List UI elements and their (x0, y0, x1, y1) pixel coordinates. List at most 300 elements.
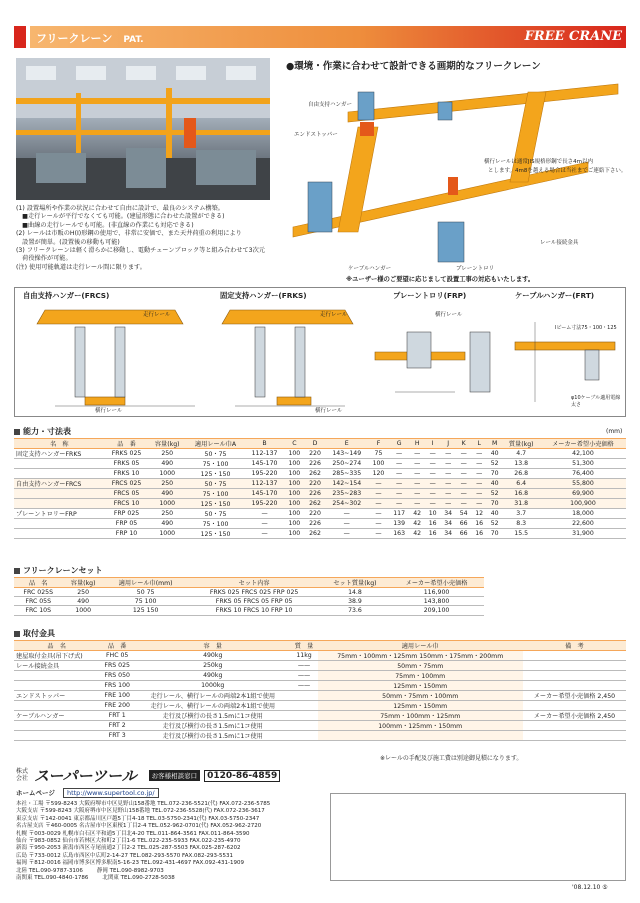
table-cell: 69,900 (540, 489, 626, 499)
table-cell: — (471, 479, 487, 489)
table-cell: — (456, 489, 472, 499)
office-line: 札幌 〒003-0029 札幌市白石区平和通5丁目北4-20 TEL.011-864-3561 FAX.011-864-3590 (16, 830, 250, 837)
table-cell: 50mm・75mm (318, 661, 523, 671)
table-cell: FRKS 10 (105, 469, 149, 479)
table-cell: — (389, 489, 410, 499)
table-cell: 250 (148, 509, 186, 519)
table-cell: 70 (487, 529, 503, 539)
spec-section-title: 能力・寸法表 (14, 426, 71, 437)
table-cell: 100 (284, 479, 305, 489)
table-row (14, 479, 626, 489)
table-row (14, 449, 626, 459)
table-cell: 42,100 (540, 449, 626, 459)
table-cell: FRE 200 (99, 701, 135, 711)
set-table-body (14, 588, 484, 616)
table-cell: 38.9 (321, 597, 389, 606)
table-cell: 1000 (62, 606, 103, 615)
company-prefix: 株式会社 (16, 768, 29, 782)
table-cell: 73.6 (321, 606, 389, 615)
table-cell: — (471, 449, 487, 459)
table-row (14, 671, 626, 681)
table-cell: FRT 2 (99, 721, 135, 731)
table-cell (523, 651, 626, 661)
hanger-title-frcs: 自由支持ハンガー(FRCS) (23, 291, 110, 300)
table-cell: 走行及び横行の長さ1.5mに1コ使用 (135, 721, 290, 731)
table-cell: 11kg (290, 651, 317, 661)
set-col-price: メーカー希望小売価格 (389, 578, 484, 588)
table-cell: 220 (305, 509, 326, 519)
col-L: L (471, 439, 487, 449)
table-cell (14, 499, 105, 509)
table-cell: 14.8 (321, 588, 389, 597)
set-table (14, 577, 484, 616)
table-cell (523, 671, 626, 681)
table-row (14, 509, 626, 519)
table-cell (523, 701, 626, 711)
table-cell: 70 (487, 469, 503, 479)
table-cell: FHC 05 (99, 651, 135, 661)
table-cell: 66 (456, 519, 472, 529)
table-row (14, 588, 484, 597)
office-line: 北関東 TEL.090-2728-5038 (102, 875, 175, 882)
table-cell: 125・150 (186, 529, 245, 539)
table-cell: 100 (368, 459, 389, 469)
hanger-frcs-rail-label: 走行レール (143, 312, 171, 318)
label-cable-hanger: ケーブルハンガー (348, 266, 392, 272)
note-line: ■曲線の走行レールでも可能。(非直線の作業にも対応できる) (16, 221, 194, 229)
mount-section-title: 取付金具 (14, 628, 55, 639)
table-cell: — (368, 489, 389, 499)
table-cell: 75・100 (186, 489, 245, 499)
table-cell: 75 (368, 449, 389, 459)
table-cell: — (440, 499, 456, 509)
table-cell: 100 (284, 459, 305, 469)
table-cell: 100 (284, 499, 305, 509)
table-cell (14, 469, 105, 479)
table-row (14, 597, 484, 606)
table-cell: FRC 025S (14, 588, 62, 597)
header-accent (14, 26, 26, 48)
hanger-title-frp: プレーントロリ(FRP) (393, 291, 467, 300)
mount-col-mass: 質 量 (290, 641, 317, 651)
table-cell: — (425, 499, 441, 509)
table-cell: レール接続金具 (14, 661, 99, 671)
table-cell: 220 (305, 479, 326, 489)
table-cell (14, 529, 105, 539)
table-cell: 6.4 (502, 479, 540, 489)
homepage-link[interactable]: http://www.supertool.co.jp/ (63, 788, 159, 798)
office-line: 広島 〒733-0012 広島市西区中広町2-14-27 TEL.082-293-5570 FAX.082-293-5531 (16, 852, 233, 859)
table-cell: 70 (487, 499, 503, 509)
table-cell: 52 (487, 489, 503, 499)
table-cell: — (409, 469, 425, 479)
table-cell: 75・100 (186, 459, 245, 469)
table-cell: 143~149 (325, 449, 368, 459)
table-cell: — (425, 469, 441, 479)
table-cell: FRCS 05 (105, 489, 149, 499)
table-cell: 226 (305, 459, 326, 469)
table-cell: 490 (148, 459, 186, 469)
mount-col-part: 品 番 (99, 641, 135, 651)
table-cell: 3.7 (502, 509, 540, 519)
table-cell: 125mm・150mm (318, 681, 523, 691)
table-cell (290, 711, 317, 721)
homepage-label: ホームページ (16, 789, 55, 797)
mount-col-name: 品 名 (14, 641, 99, 651)
table-cell: FRP 10 (105, 529, 149, 539)
table-row (14, 681, 626, 691)
table-cell (14, 671, 99, 681)
office-line: 福岡 〒812-0016 福岡市博多区博多駅南5-16-23 TEL.092-431-4697 FAX.092-431-1909 (16, 860, 244, 867)
table-cell: 262 (305, 499, 326, 509)
page-title-en: FREE CRANE (524, 29, 622, 44)
table-cell: 16 (425, 519, 441, 529)
hanger-frp-rail-label: 横行レール (435, 312, 463, 318)
table-cell: —— (290, 681, 317, 691)
table-cell: 50mm・75mm・100mm (318, 691, 523, 701)
table-cell: FRKS 025 FRCS 025 FRP 025 (187, 588, 320, 597)
factory-photo-image (16, 58, 270, 200)
set-col-name: 品 名 (14, 578, 62, 588)
spec-table (14, 438, 626, 539)
hanger-drawings (14, 287, 626, 417)
mount-col-capacity: 容 量 (135, 641, 290, 651)
table-cell: — (409, 459, 425, 469)
table-cell: 12 (471, 509, 487, 519)
table-cell: — (409, 499, 425, 509)
table-cell: 52 (487, 519, 503, 529)
page-title-jp: フリークレーン PAT. (36, 32, 144, 45)
table-cell: 34 (440, 509, 456, 519)
company-block (16, 765, 306, 882)
table-cell: プレーントロリーFRP (14, 509, 105, 519)
table-cell: — (325, 519, 368, 529)
user-note: ※ユーザー様のご要望に応じまして設置工事の対応もいたします。 (346, 276, 535, 283)
col-A: 適用レール巾A (186, 439, 245, 449)
label-plane-trolley: プレーントロリ (456, 266, 495, 272)
table-cell: 51,300 (540, 459, 626, 469)
table-cell: 100 (284, 519, 305, 529)
table-cell: — (368, 479, 389, 489)
table-cell: 490kg (135, 671, 290, 681)
table-cell: 142~154 (325, 479, 368, 489)
office-line: 東京支店 〒142-0041 東京都品川区戸越5丁目4-18 TEL.03-5750-2341(代) FAX.03-5750-2347 (16, 815, 260, 822)
set-table-header (14, 578, 484, 588)
col-C: C (284, 439, 305, 449)
table-cell: 34 (440, 519, 456, 529)
table-cell: 50・75 (186, 479, 245, 489)
table-cell: 16 (471, 529, 487, 539)
set-col-rail: 適用レール巾(mm) (104, 578, 188, 588)
table-cell (14, 701, 99, 711)
office-line: 名古屋支店 〒460-0005 名古屋市中区東桜1丁目2-4 TEL.052-962-0701(代) FAX.052-962-2720 (16, 823, 262, 830)
table-cell: FRP 025 (105, 509, 149, 519)
table-cell: 226 (305, 489, 326, 499)
table-cell: — (368, 499, 389, 509)
note-line: ■走行レールが平行でなくても可能。(建屋形態に合わせた設置ができる) (16, 213, 225, 221)
table-cell: FRCS 10 (105, 499, 149, 509)
note-line: 荷役操作が可能。 (16, 255, 72, 263)
table-cell: FRKS 10 FRCS 10 FRP 10 (187, 606, 320, 615)
hanger-frcs-cross-rail-label: 横行レール (95, 408, 123, 414)
table-cell: — (245, 509, 284, 519)
table-cell: — (440, 479, 456, 489)
label-free-hanger: 自由支持ハンガー (308, 102, 353, 108)
table-cell: 40 (487, 479, 503, 489)
table-cell: — (389, 469, 410, 479)
office-list (16, 801, 306, 882)
table-cell: FRP 05 (105, 519, 149, 529)
table-cell: 490kg (135, 651, 290, 661)
table-cell: FRC 10S (14, 606, 62, 615)
table-cell: 42 (409, 519, 425, 529)
table-cell: — (425, 489, 441, 499)
hanger-frt-cable-label: φ10ケーブル適用電線太さ (571, 395, 621, 408)
spec-table-header (14, 439, 626, 449)
table-cell: 250 (148, 449, 186, 459)
table-cell: メーカー希望小売価格 2,450 (523, 691, 626, 701)
table-cell: 走行及び横行の長さ1.5mに1コ使用 (135, 711, 290, 721)
table-cell: — (409, 449, 425, 459)
table-cell: FRE 100 (99, 691, 135, 701)
table-cell: 走行レール、横行レールの両端2本1組で使用 (135, 701, 290, 711)
note-line: 設置が簡単。(設置後の移動も可能) (16, 238, 120, 246)
office-line: 仙台 〒983-0852 仙台市若林区大和町2丁目1-6 TEL.022-235-5933 FAX.022-235-4970 (16, 838, 241, 845)
office-line: 北陸 TEL.090-9787-3106 (16, 867, 83, 874)
table-cell: 100 (284, 449, 305, 459)
table-cell (14, 519, 105, 529)
table-cell: FRCS 025 (105, 479, 149, 489)
table-cell (14, 489, 105, 499)
table-cell: 1000 (148, 469, 186, 479)
table-row (14, 691, 626, 701)
table-cell: 250 (148, 479, 186, 489)
feature-heading: ●環境・作業に合わせて設計できる画期的なフリークレーン (286, 61, 541, 72)
table-cell: 建屋取付金具(吊下げ式) (14, 651, 99, 661)
table-cell: 18,000 (540, 509, 626, 519)
table-cell: — (368, 519, 389, 529)
table-cell: — (245, 519, 284, 529)
table-cell: 139 (389, 519, 410, 529)
table-cell: 40 (487, 509, 503, 519)
table-cell: 125mm・150mm (318, 701, 523, 711)
table-cell: 50・75 (186, 509, 245, 519)
table-cell: — (368, 529, 389, 539)
table-cell: 117 (389, 509, 410, 519)
table-row (14, 529, 626, 539)
factory-photo (16, 58, 270, 200)
set-section-title: フリークレーンセット (14, 565, 103, 576)
table-cell: FRT 3 (99, 731, 135, 741)
table-cell: 1000kg (135, 681, 290, 691)
table-cell: 31.8 (502, 499, 540, 509)
hanger-frt-beam-label: Iビーム寸法75・100・125 (555, 325, 617, 331)
table-cell: — (456, 459, 472, 469)
mount-col-remarks: 備 考 (523, 641, 626, 651)
spec-unit: (mm) (606, 428, 623, 435)
table-cell: FRKS 05 FRCS 05 FRP 05 (187, 597, 320, 606)
company-name: スーパーツール (34, 767, 137, 785)
table-cell: 125・150 (186, 469, 245, 479)
table-cell: — (456, 449, 472, 459)
table-row (14, 459, 626, 469)
mount-note: ※レールの手配及び施工費は別途御見積になります。 (380, 755, 523, 762)
table-cell: 76,400 (540, 469, 626, 479)
table-cell (14, 731, 99, 741)
table-cell: 13.8 (502, 459, 540, 469)
table-cell: 75mm・100mm (318, 671, 523, 681)
note-line: (2) レールは市販のH(Ⅰ)形鋼の使用で、非常に安価で、また天井荷重の利用により (16, 230, 242, 238)
set-col-capacity: 容量(kg) (62, 578, 103, 588)
table-cell: ケーブルハンガー (14, 711, 99, 721)
table-cell: 143,800 (389, 597, 484, 606)
label-rail-note-2: とします。4m8を越える場合は当社までご連絡下さい。 (488, 168, 627, 174)
table-cell: 100 (284, 489, 305, 499)
feature-notes (16, 205, 278, 272)
table-cell (523, 661, 626, 671)
table-cell (14, 721, 99, 731)
table-row (14, 469, 626, 479)
table-cell: — (456, 479, 472, 489)
table-cell (290, 721, 317, 731)
table-cell: 145-170 (245, 459, 284, 469)
dealer-stamp-box (330, 793, 626, 881)
table-cell: FRT 1 (99, 711, 135, 721)
mount-table-header (14, 641, 626, 651)
table-cell: — (471, 499, 487, 509)
col-J: J (440, 439, 456, 449)
table-cell: 75・100 (186, 519, 245, 529)
table-cell: — (389, 459, 410, 469)
table-cell: — (425, 479, 441, 489)
col-E: E (325, 439, 368, 449)
col-G: G (389, 439, 410, 449)
note-line: (3) フリークレーンは軽く滑らかに移動し、電動チェーンブロック等と組み合わせて3次元 (16, 247, 265, 255)
col-capacity: 容量(kg) (148, 439, 186, 449)
col-mass: 質量(kg) (502, 439, 540, 449)
note-line: (注) 使用可能軌道は走行レール間に限ります。 (16, 263, 146, 271)
table-cell: — (389, 449, 410, 459)
table-cell: FRS 100 (99, 681, 135, 691)
table-cell (290, 731, 317, 741)
table-cell: 235~283 (325, 489, 368, 499)
table-cell: — (368, 509, 389, 519)
table-cell: FRKS 025 (105, 449, 149, 459)
table-cell: 254~302 (325, 499, 368, 509)
table-cell (290, 701, 317, 711)
table-row (14, 721, 626, 731)
table-cell: エンドストッパー (14, 691, 99, 701)
table-cell: 100mm・125mm・150mm (318, 721, 523, 731)
table-cell: — (456, 469, 472, 479)
table-cell: 285~335 (325, 469, 368, 479)
inquiry-label: お客様相談窓口 (149, 770, 201, 781)
table-cell (523, 731, 626, 741)
hanger-technical-drawings (15, 302, 627, 416)
table-cell: 490 (62, 597, 103, 606)
col-price: メーカー希望小売価格 (540, 439, 626, 449)
table-cell: FRS 050 (99, 671, 135, 681)
table-cell: FRS 025 (99, 661, 135, 671)
table-cell: 22,600 (540, 519, 626, 529)
table-cell: — (456, 499, 472, 509)
col-H: H (409, 439, 425, 449)
table-cell: メーカー希望小売価格 2,450 (523, 711, 626, 721)
table-cell: 42 (409, 529, 425, 539)
col-F: F (368, 439, 389, 449)
office-line: 新潟 〒950-2053 新潟市西区寺尾前通2丁目2-2 TEL.025-287-5503 FAX.025-287-6202 (16, 845, 241, 852)
table-cell: 66 (456, 529, 472, 539)
table-cell: 40 (487, 449, 503, 459)
col-M: M (487, 439, 503, 449)
table-cell: 112-137 (245, 449, 284, 459)
table-cell: 走行及び横行の長さ1.5mに1コ使用 (135, 731, 290, 741)
table-cell: — (440, 449, 456, 459)
table-cell: 220 (305, 449, 326, 459)
col-K: K (456, 439, 472, 449)
table-cell: 490 (148, 519, 186, 529)
table-cell: 195-220 (245, 469, 284, 479)
table-cell: 16 (471, 519, 487, 529)
col-I: I (425, 439, 441, 449)
table-cell: 54 (456, 509, 472, 519)
table-cell: 31,900 (540, 529, 626, 539)
table-row (14, 606, 484, 615)
office-line: 南関東 TEL.090-4840-1786 (16, 875, 89, 882)
free-dial[interactable]: 0120-86-4859 (204, 770, 280, 782)
table-cell: 固定支持ハンガーFRKS (14, 449, 105, 459)
office-line: 静岡 TEL.090-8982-9703 (96, 867, 164, 874)
table-cell: 75 100 (104, 597, 188, 606)
label-rail-joint: レール接続金具 (540, 240, 579, 246)
table-cell: 120 (368, 469, 389, 479)
table-cell: 250 (62, 588, 103, 597)
label-end-stopper: エンドストッパー (294, 132, 338, 138)
mount-table (14, 640, 626, 741)
crane-diagram (288, 72, 628, 282)
table-cell: 10 (425, 509, 441, 519)
header-bar (0, 26, 640, 48)
table-cell: —— (290, 661, 317, 671)
table-row (14, 499, 626, 509)
table-cell: 16.8 (502, 489, 540, 499)
table-cell: FRC 05S (14, 597, 62, 606)
table-cell: 100 (284, 469, 305, 479)
spec-table-body (14, 449, 626, 539)
table-row (14, 731, 626, 741)
col-name: 名 称 (14, 439, 105, 449)
table-cell: 250kg (135, 661, 290, 671)
table-cell: 250~274 (325, 459, 368, 469)
table-cell: 195-220 (245, 499, 284, 509)
table-cell: — (409, 489, 425, 499)
table-row (14, 661, 626, 671)
table-cell: 55,800 (540, 479, 626, 489)
office-line: 大阪支店 〒599-8243 大阪府堺市中区見野山158番地 TEL.072-236-5528(代) FAX.072-236-3617 (16, 808, 265, 815)
table-cell: 75mm・100mm・125mm 150mm・175mm・200mm (318, 651, 523, 661)
col-part: 品 番 (105, 439, 149, 449)
table-cell: 116,900 (389, 588, 484, 597)
table-cell: 8.3 (502, 519, 540, 529)
table-row (14, 489, 626, 499)
table-cell: 75mm・100mm・125mm (318, 711, 523, 721)
table-cell: 自由支持ハンガーFRCS (14, 479, 105, 489)
table-cell: 100,900 (540, 499, 626, 509)
table-cell: 15.5 (502, 529, 540, 539)
table-cell: — (440, 489, 456, 499)
table-cell: 112-137 (245, 479, 284, 489)
col-D: D (305, 439, 326, 449)
